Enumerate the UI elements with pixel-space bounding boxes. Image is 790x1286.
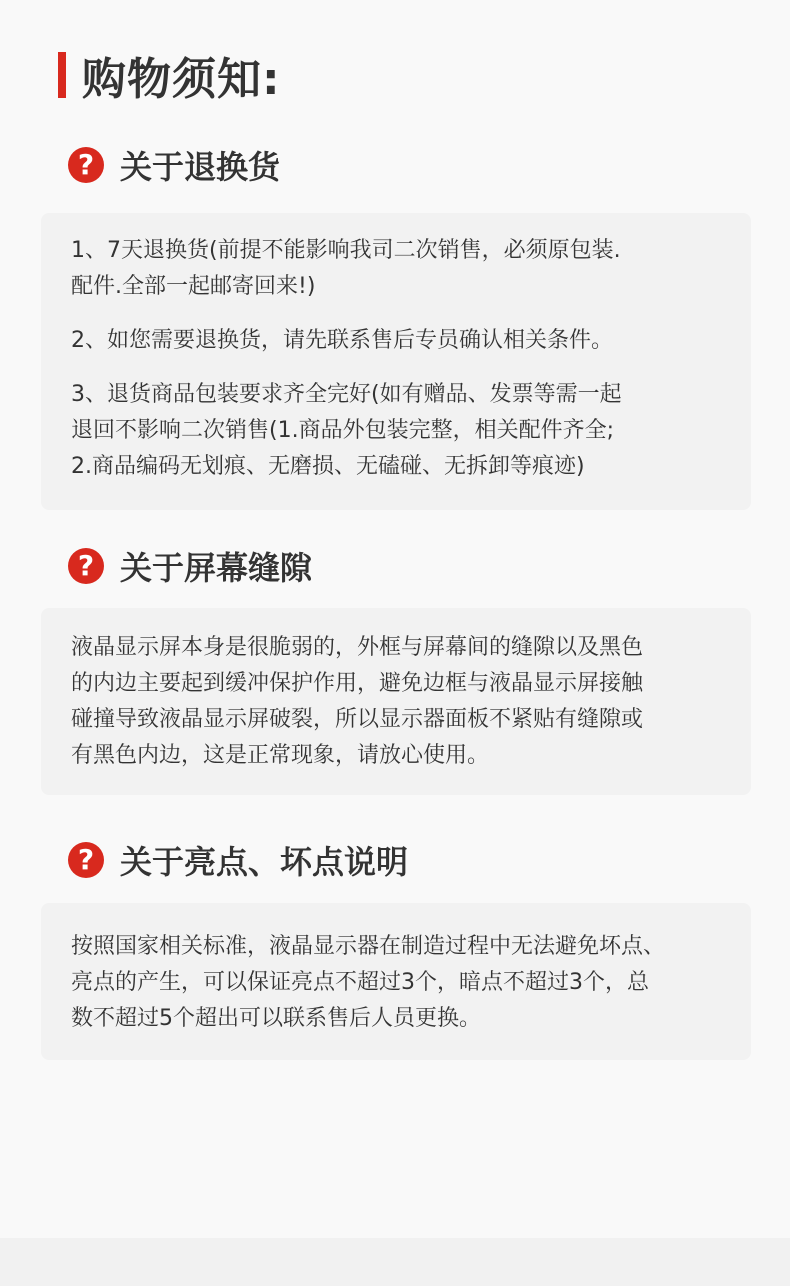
paragraph-line: 液晶显示屏本身是很脆弱的，外框与屏幕间的缝隙以及黑色 <box>71 635 644 660</box>
section-title: 关于退换货 <box>120 148 281 186</box>
paragraph-line: 3、退货商品包装要求齐全完好(如有赠品、发票等需一起 <box>71 382 622 407</box>
paragraph-line: 数不超过5个超出可以联系售后人员更换。 <box>71 1006 481 1031</box>
section-title: 关于屏幕缝隙 <box>120 549 313 587</box>
bottom-divider-band <box>0 1238 790 1286</box>
paragraph-line: 2、如您需要退换货，请先联系售后专员确认相关条件。 <box>71 328 613 353</box>
section-title: 关于亮点、坏点说明 <box>120 843 409 881</box>
page-title <box>58 50 281 105</box>
question-icon: ? <box>68 842 104 878</box>
page-title-text: 购物须知: <box>82 54 281 105</box>
paragraph-line: 配件.全部一起邮寄回来!) <box>71 274 316 299</box>
paragraph-line: 的内边主要起到缓冲保护作用，避免边框与液晶显示屏接触 <box>71 671 644 696</box>
paragraph-line: 有黑色内边，这是正常现象，请放心使用。 <box>71 743 490 768</box>
section-returns-header <box>68 145 280 185</box>
section-screen-gap-card <box>41 608 751 795</box>
paragraph-line: 1、7天退换货(前提不能影响我司二次销售，必须原包装. <box>71 238 621 263</box>
paragraph-line: 碰撞导致液晶显示屏破裂，所以显示器面板不紧贴有缝隙或 <box>71 707 644 732</box>
section-pixel-header <box>68 840 408 880</box>
paragraph-line: 按照国家相关标准，液晶显示器在制造过程中无法避免坏点、 <box>71 934 666 959</box>
title-accent-bar <box>58 52 66 98</box>
paragraph-line: 退回不影响二次销售(1.商品外包装完整，相关配件齐全; <box>71 418 614 443</box>
paragraph-line: 2.商品编码无划痕、无磨损、无磕碰、无拆卸等痕迹) <box>71 454 585 479</box>
section-pixel-card <box>41 903 751 1060</box>
question-icon: ? <box>68 147 104 183</box>
paragraph-line: 亮点的产生，可以保证亮点不超过3个，暗点不超过3个，总 <box>71 970 649 995</box>
question-icon: ? <box>68 548 104 584</box>
section-returns-card <box>41 213 751 510</box>
section-screen-gap-header <box>68 546 312 586</box>
